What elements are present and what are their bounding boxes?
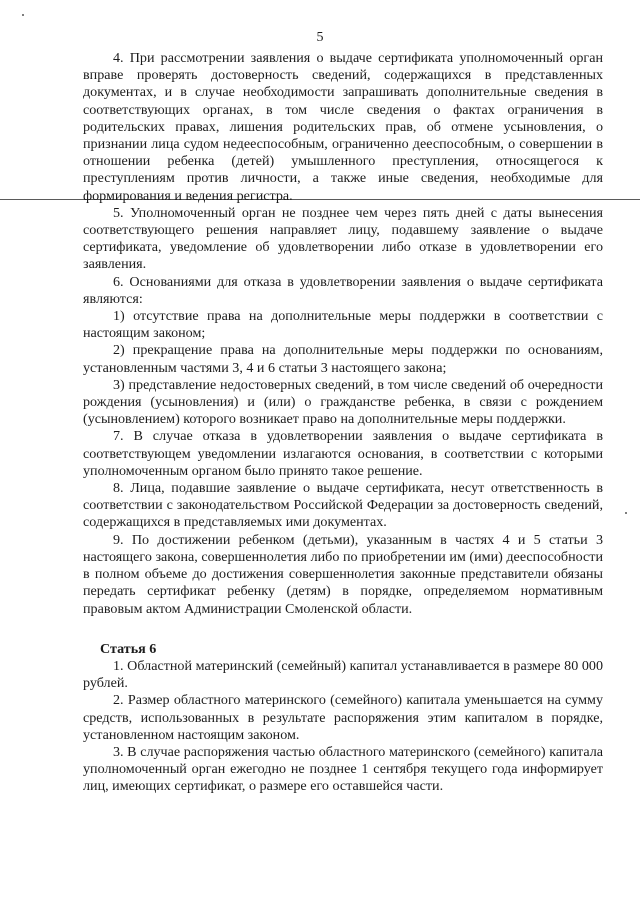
paragraph-6-item-3: 3) представление недостоверных сведений, в том числе сведений об очередности рождения (усыновления) и (или) о гражданстве ребенка, в связи с рождением (усыновлением) которого возникает право на дополнительные меры поддержки. xyxy=(83,376,603,428)
article-heading: Статья 6 xyxy=(100,640,157,657)
scan-speck xyxy=(22,14,24,16)
article-6-paragraph-2: 2. Размер областного материнского (семейного) капитала уменьшается на сумму средств, использованных в результате распоряжения этим капиталом в порядке, установленном настоящим законом. xyxy=(83,692,603,743)
article-6-paragraph-1: 1. Областной материнский (семейный) капитал устанавливается в размере 80 000 рублей. xyxy=(83,657,603,692)
paragraph-4: 4. При рассмотрении заявления о выдаче сертификата уполномоченный орган вправе проверять достоверность сведений, содержащихся в представленных документах, и в случае необходимости запрашивать дополнительные сведения в соответствующих органах, в том числе сведения о фактах ограничения в родительских правах, лишения родительских прав, об отмене усыновления, о признании лица судом недееспособным, ограниченно дееспособным, о совершении в отношении ребенка (детей) умышленного преступления, относящегося к преступлениям против личности, а также иные сведения, необходимые для формирования и ведения регистра. xyxy=(83,50,603,204)
article-6-paragraph-3: 3. В случае распоряжения частью областного материнского (семейного) капитала уполномоченный орган ежегодно не позднее 1 сентября текущего года информирует лиц, имеющих сертификат, о размере его оставшейся части. xyxy=(83,743,603,795)
document-body xyxy=(83,50,603,796)
paragraph-6-item-2: 2) прекращение права на дополнительные меры поддержки по основаниям, установленным частями 3, 4 и 6 статьи 3 настоящего закона; xyxy=(83,342,603,376)
paragraph-8: 8. Лица, подавшие заявление о выдаче сертификата, несут ответственность в соответствии с законодательством Российской Федерации за достоверность сведений, содержащихся в представляемых ими документах. xyxy=(83,480,603,531)
paragraph-9: 9. По достижении ребенком (детьми), указанным в частях 4 и 5 статьи 3 настоящего закона, совершеннолетия либо по приобретении им (ими) дееспособности в полном объеме до достижения совершеннолетия законные представители обязаны передать сертификат ребенку (детям) в порядке, определяемом нормативным правовым актом Администрации Смоленской области. xyxy=(83,531,603,617)
paragraph-6-item-1: 1) отсутствие права на дополнительные меры поддержки в соответствии с настоящим законом; xyxy=(83,308,603,342)
paragraph-5: 5. Уполномоченный орган не позднее чем через пять дней с даты вынесения соответствующего решения направляет лицу, подавшему заявление о выдаче сертификата, уведомление об удовлетворении либо отказе в удовлетворении его заявления. xyxy=(83,204,603,273)
paragraph-6: 6. Основаниями для отказа в удовлетворении заявления о выдаче сертификата являются: xyxy=(83,273,603,307)
page-number: 5 xyxy=(316,30,324,45)
paragraph-7: 7. В случае отказа в удовлетворении заявления о выдаче сертификата в соответствующем уведомлении излагаются основания, в соответствии с которыми уполномоченным органом было принято такое решение. xyxy=(83,428,603,479)
scan-speck xyxy=(625,512,627,514)
